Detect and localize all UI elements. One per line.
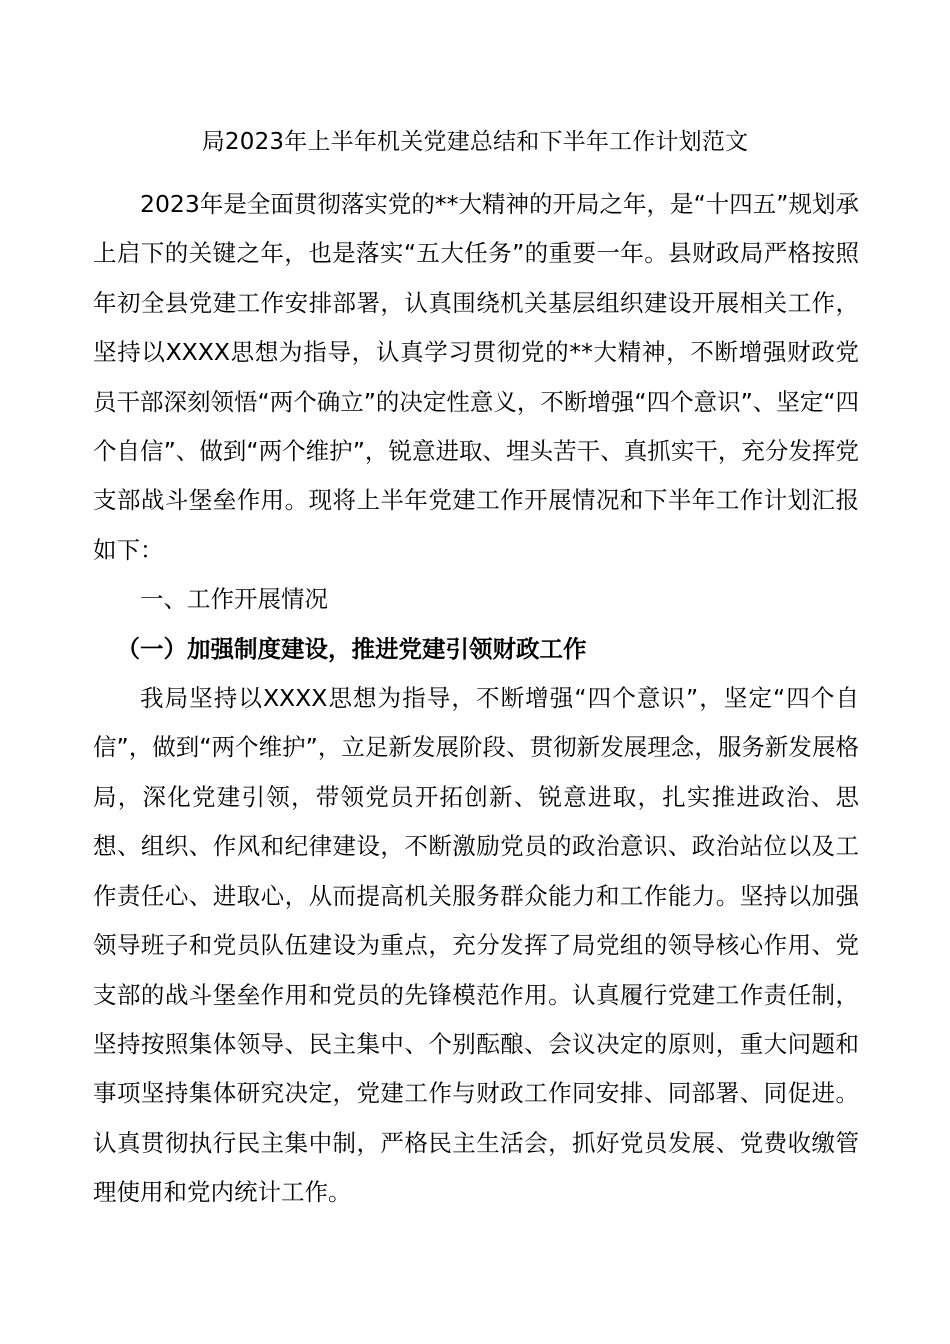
document-title: 局2023年上半年机关党建总结和下半年工作计划范文: [201, 129, 749, 155]
intro-paragraph: 2023年是全面贯彻落实党的**大精神的开局之年，是“十四五”规划承上启下的关键之年，也是落实“五大任务”的重要一年。县财政局严格按照年初全县党建工作安排部署，认真围绕机关基层组织建设开展相关工作，坚持以XXXX思想为指导，认真学习贯彻党的**大精神，不断增强财政党员干部深刻领悟“两个确立”的决定性意义，不断增强“四个意识”、坚定“四个自信”、做到“两个维护”，锐意进取、埋头苦干、真抓实干，充分发挥党支部战斗堡垒作用。现将上半年党建工作开展情况和下半年工作计划汇报如下：: [93, 190, 859, 564]
body-paragraph: 我局坚持以XXXX思想为指导，不断增强“四个意识”，坚定“四个自信”，做到“两个维护”，立足新发展阶段、贯彻新发展理念，服务新发展格局，深化党建引领，带领党员开拓创新、锐意进取，扎实推进政治、思想、组织、作风和纪律建设，不断激励党员的政治意识、政治站位以及工作责任心、进取心，从而提高机关服务群众能力和工作能力。坚持以加强领导班子和党员队伍建设为重点，充分发挥了局党组的领导核心作用、党支部的战斗堡垒作用和党员的先锋模范作用。认真履行党建工作责任制，坚持按照集体领导、民主集中、个别酝酿、会议决定的原则，重大问题和事项坚持集体研究决定，党建工作与财政工作同安排、同部署、同促进。认真贯彻执行民主集中制，严格民主生活会，抓好党员发展、党费收缴管理使用和党内统计工作。: [93, 684, 859, 1207]
section-heading: 一、工作开展情况: [140, 585, 328, 614]
subsection-heading: （一）加强制度建设，推进党建引领财政工作: [116, 634, 587, 663]
document-body: [93, 180, 859, 1218]
